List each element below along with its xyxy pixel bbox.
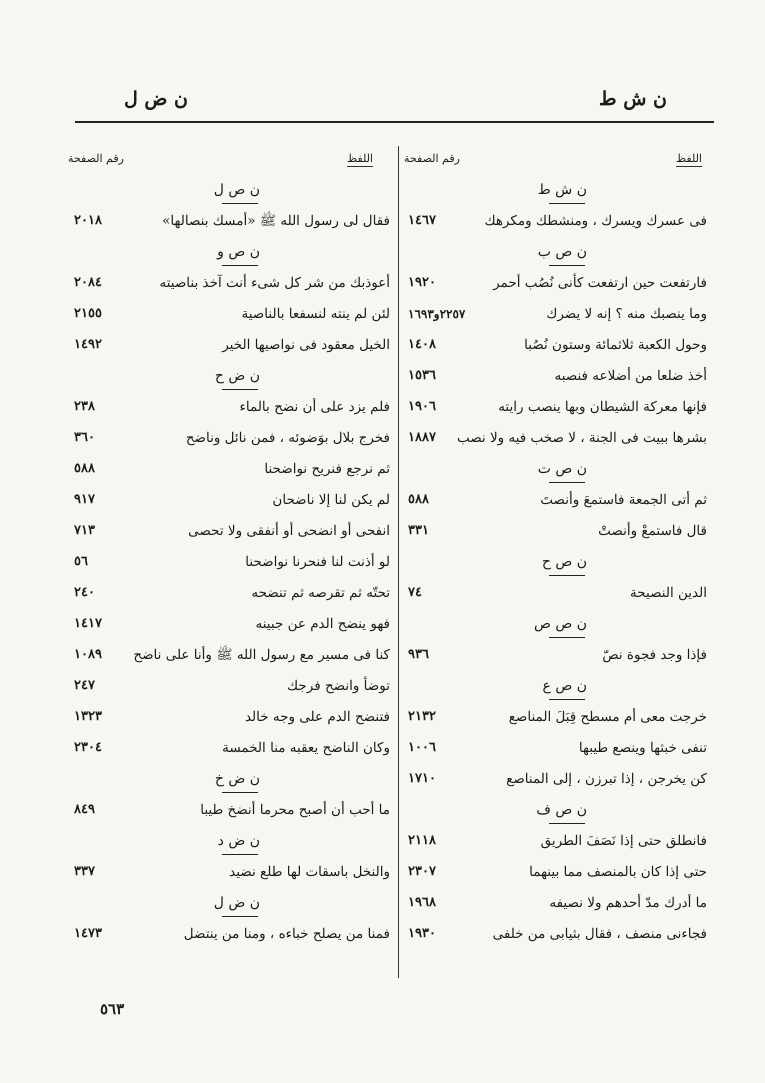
root-heading <box>70 890 390 916</box>
index-entry <box>70 580 390 606</box>
page-ref: ٢٤٠ <box>74 585 95 600</box>
index-entry <box>70 425 390 451</box>
index-entry <box>70 270 390 296</box>
page-ref: ١٩٣٠ <box>408 926 436 941</box>
root-letters: ن ص ت <box>537 461 587 477</box>
page-ref: ٢١١٨ <box>408 833 436 848</box>
page-ref: ٢٣٠٧ <box>408 864 436 879</box>
entry-text: الدين النصيحة <box>630 585 707 601</box>
page-ref: ١٩٠٦ <box>408 399 436 414</box>
index-entry <box>404 332 707 358</box>
page-ref: ٩٣٦ <box>408 647 429 662</box>
root-heading <box>70 239 390 265</box>
entry-text: فلم يزد على أن نضح بالماء <box>239 399 390 415</box>
entry-text: ما أدرك مدّ أحدهم ولا نصيفه <box>549 895 707 911</box>
page-number: ٥٦٣ <box>100 1000 125 1018</box>
index-entry <box>70 301 390 327</box>
index-entry <box>404 828 707 854</box>
index-entry <box>404 704 707 730</box>
index-entry <box>70 208 390 234</box>
root-heading <box>70 363 390 389</box>
root-letters: ن ص ل <box>213 182 260 198</box>
index-entry <box>70 921 390 947</box>
entry-text: فإذا وجد فجوة نصّ <box>602 647 707 663</box>
page-ref: ١٨٨٧ <box>408 430 436 445</box>
root-underline <box>549 699 585 700</box>
entry-text: فهو ينضح الدم عن جبينه <box>255 616 390 632</box>
root-heading <box>404 456 707 482</box>
root-letters: ن ض خ <box>214 771 260 787</box>
root-letters: ن ص ح <box>541 554 587 570</box>
root-heading <box>70 828 390 854</box>
index-entry <box>404 208 707 234</box>
page-ref: ٩١٧ <box>74 492 95 507</box>
index-entry <box>70 518 390 544</box>
right-lafz-header: اللفظ <box>675 152 702 165</box>
page-ref: ١٩٦٨ <box>408 895 436 910</box>
entry-text: فجاءنى منصف ، فقال بثيابى من خلفى <box>492 926 707 942</box>
index-entry <box>70 673 390 699</box>
index-entry <box>404 580 707 606</box>
entry-text: تحتّه ثم تقرصه ثم تنضحه <box>251 585 390 601</box>
entry-text: وحول الكعبة ثلاثمائة وستون نُصُبا <box>524 337 707 353</box>
page-ref: ٢١٥٥ <box>74 306 102 321</box>
page-ref: ١٧١٠ <box>408 771 436 786</box>
index-entry <box>70 332 390 358</box>
entry-text: حتى إذا كان بالمنصف مما بينهما <box>529 864 707 880</box>
root-heading <box>70 177 390 203</box>
root-underline <box>549 575 585 576</box>
root-heading <box>404 611 707 637</box>
page-ref: ١٤٧٣ <box>74 926 102 941</box>
root-letters: ن ض د <box>217 833 260 849</box>
page-ref: ٢٢٥٧و١٦٩٣ <box>408 307 466 321</box>
root-heading <box>404 239 707 265</box>
entry-text: تنفى خبثها وينصع طيبها <box>578 740 707 756</box>
page-ref: ٧٤ <box>408 585 422 600</box>
header-root-right: ن ش ط <box>599 88 667 110</box>
entry-text: فإنها معركة الشيطان وبها ينصب رايته <box>498 399 707 415</box>
index-entry <box>404 859 707 885</box>
page-ref: ٢١٣٢ <box>408 709 436 724</box>
entry-text: الخيل معقود فى نواصيها الخير <box>222 337 390 353</box>
index-entry <box>404 921 707 947</box>
entry-text: لو أذنت لنا فنحرنا نواضحنا <box>245 554 390 570</box>
root-letters: ن ص ع <box>542 678 587 694</box>
entry-text: ما أحب أن أصبح محرما أنضخ طيبا <box>200 802 390 818</box>
page-ref: ٨٤٩ <box>74 802 95 817</box>
index-entry <box>70 859 390 885</box>
entry-text: لئن لم ينته لنسفعا بالناصية <box>241 306 390 322</box>
root-underline <box>222 389 258 390</box>
index-entry <box>70 487 390 513</box>
entry-text: فانطلق حتى إذا نَصَفَ الطريق <box>540 833 707 849</box>
page-ref: ٣٣٧ <box>74 864 95 879</box>
index-entry <box>70 642 390 668</box>
entry-text: كن يخرجن ، إذا تبرزن ، إلى المناصع <box>506 771 707 787</box>
root-heading <box>404 797 707 823</box>
root-heading <box>404 673 707 699</box>
entry-text: والنخل باسقات لها طلع نضيد <box>229 864 390 880</box>
root-underline <box>549 265 585 266</box>
entry-text: توضأ وانضح فرجك <box>287 678 390 694</box>
left-page-header: رقم الصفحة <box>68 152 124 165</box>
page-ref: ٢٠١٨ <box>74 213 102 228</box>
entry-text: وما ينصبك منه ؟ إنه لا يضرك <box>546 306 707 322</box>
entry-text: ثم نرجع فنريح نواضحنا <box>264 461 390 477</box>
page-ref: ١٤٠٨ <box>408 337 436 352</box>
entry-text: فى عسرك ويسرك ، ومنشطك ومكرهك <box>484 213 707 229</box>
entry-text: خرجت معى أم مسطح قِبَلَ المناصع <box>508 709 707 725</box>
root-letters: ن ص ف <box>536 802 587 818</box>
page-ref: ١٩٢٠ <box>408 275 436 290</box>
entry-text: قال فاستمعْ وأنصتْ <box>598 523 707 539</box>
entry-text: ثم أتى الجمعة فاستمعَ وأنصتَ <box>540 492 707 508</box>
page-ref: ٢٣٠٤ <box>74 740 102 755</box>
entry-text: فقال لى رسول الله ﷺ «أمسك بنصالها» <box>162 213 390 229</box>
index-entry <box>404 425 707 451</box>
page-ref: ٣٦٠ <box>74 430 95 445</box>
index-entry <box>404 890 707 916</box>
page-ref: ١٠٠٦ <box>408 740 436 755</box>
root-underline <box>222 265 258 266</box>
index-entry <box>70 549 390 575</box>
root-letters: ن ص و <box>217 244 260 260</box>
entry-text: فارتفعت حين ارتفعت كأنى نُصُب أحمر <box>493 275 707 291</box>
index-entry <box>70 704 390 730</box>
index-entry <box>70 797 390 823</box>
index-entry <box>404 270 707 296</box>
entry-text: كنا فى مسير مع رسول الله ﷺ وأنا على ناضح <box>133 647 390 663</box>
index-entry <box>70 394 390 420</box>
root-underline <box>222 916 258 917</box>
page-ref: ٢٤٧ <box>74 678 95 693</box>
page-ref: ١٤٦٧ <box>408 213 436 228</box>
page-ref: ١٠٨٩ <box>74 647 102 662</box>
header-root-left: ن ض ل <box>124 88 188 110</box>
index-entry <box>404 487 707 513</box>
root-heading <box>404 177 707 203</box>
entry-text: فخرج بلال بوَضوئه ، فمن نائل وناضح <box>185 430 390 446</box>
index-entry <box>404 642 707 668</box>
root-letters: ن ش ط <box>537 182 587 198</box>
root-letters: ن ص ب <box>537 244 587 260</box>
index-entry <box>404 518 707 544</box>
entry-text: انفحى أو انضحى أو أنفقى ولا تحصى <box>188 523 390 539</box>
index-entry <box>404 766 707 792</box>
left-lafz-header: اللفظ <box>346 152 373 165</box>
page-ref: ٢٠٨٤ <box>74 275 102 290</box>
index-entry <box>404 301 707 327</box>
page-ref: ١٥٣٦ <box>408 368 436 383</box>
page-ref: ٢٣٨ <box>74 399 95 414</box>
root-underline <box>549 203 585 204</box>
entry-text: لم يكن لنا إلا ناضحان <box>272 492 390 508</box>
page-ref: ٥٨٨ <box>74 461 95 476</box>
page-ref: ١٤١٧ <box>74 616 102 631</box>
page-ref: ١٣٢٣ <box>74 709 102 724</box>
root-underline <box>222 792 258 793</box>
entry-text: فتنضح الدم على وجه خالد <box>244 709 390 725</box>
entry-text: بشرها ببيت فى الجنة ، لا صخب فيه ولا نصب <box>456 430 707 446</box>
index-entry <box>70 611 390 637</box>
header-rule <box>75 121 714 123</box>
entry-text: أخذ ضلعا من أضلاعه فنصبه <box>554 368 707 384</box>
page-ref: ٣٣١ <box>408 523 429 538</box>
root-underline <box>222 203 258 204</box>
root-letters: ن ص ص <box>533 616 587 632</box>
page-ref: ٥٦ <box>74 554 88 569</box>
right-page-header: رقم الصفحة <box>404 152 460 165</box>
page-ref: ٥٨٨ <box>408 492 429 507</box>
root-underline <box>549 637 585 638</box>
root-letters: ن ض ح <box>214 368 260 384</box>
root-underline <box>222 854 258 855</box>
root-heading <box>404 549 707 575</box>
root-underline <box>549 482 585 483</box>
root-letters: ن ض ل <box>213 895 260 911</box>
index-entry <box>404 735 707 761</box>
entry-text: أعوذبك من شر كل شىء أنت آخذ بناصيته <box>159 275 390 291</box>
column-divider <box>398 146 399 978</box>
index-entry <box>404 363 707 389</box>
entry-text: وكان الناضح يعقبه منا الخمسة <box>222 740 390 756</box>
index-entry <box>70 735 390 761</box>
entry-text: فمنا من يصلح خباءه ، ومنا من ينتضل <box>183 926 390 942</box>
root-underline <box>549 823 585 824</box>
index-entry <box>70 456 390 482</box>
page-ref: ١٤٩٢ <box>74 337 102 352</box>
root-heading <box>70 766 390 792</box>
index-entry <box>404 394 707 420</box>
page-ref: ٧١٣ <box>74 523 95 538</box>
